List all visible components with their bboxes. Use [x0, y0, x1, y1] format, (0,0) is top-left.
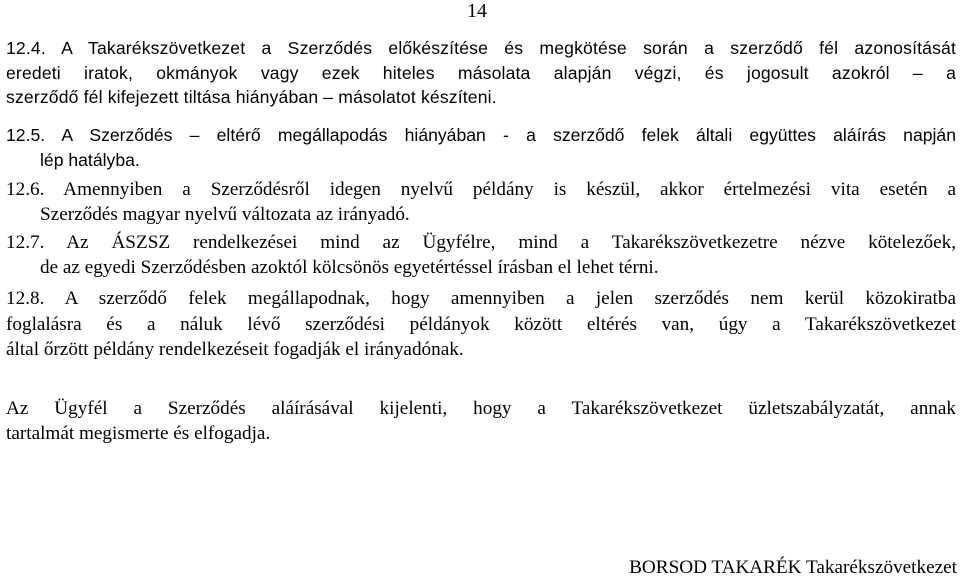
page-number: 14 — [467, 0, 487, 22]
clause-12-6 — [6, 178, 956, 227]
statement-line: tartalmát megismerte és elfogadja. — [6, 423, 271, 444]
clause-line: 12.5. A Szerződés – eltérő megállapodás hiányában - a szerződő felek általi együttes aláírás napján — [6, 125, 956, 145]
signature-block: BORSOD TAKARÉK Takarékszövetkezet — [629, 557, 957, 578]
clause-12-8 — [6, 286, 956, 363]
clause-line: foglalásra és a náluk lévő szerződési példányok között eltérés van, úgy a Takarékszövetkezet — [6, 313, 956, 335]
clause-line: 12.4. A Takarékszövetkezet a Szerződés előkészítése és megkötése során a szerződő fél azonosítását — [6, 38, 956, 58]
statement-line: Az Ügyfél a Szerződés aláírásával kijelenti, hogy a Takarékszövetkezet üzletszabályzatát, annak — [6, 398, 956, 419]
clause-line: Szerződés magyar nyelvű változata az irányadó. — [40, 203, 410, 225]
clause-line: 12.7. Az ÁSZSZ rendelkezései mind az Ügyfélre, mind a Takarékszövetkezetre nézve kötelezőek, — [6, 232, 956, 253]
clause-line: eredeti iratok, okmányok vagy ezek hiteles másolata alapján végzi, és jogosult azokról – a — [6, 62, 956, 83]
clause-12-5 — [6, 123, 956, 172]
clause-line: 12.8. A szerződő felek megállapodnak, hogy amennyiben a jelen szerződés nem kerül közokiratba — [6, 288, 956, 309]
clause-line: 12.6. Amennyiben a Szerződésről idegen nyelvű példány is készül, akkor értelmezési vita esetén a — [6, 179, 956, 200]
clause-line: lép hatályba. — [40, 149, 140, 170]
clause-12-7 — [6, 231, 956, 280]
clause-12-4 — [6, 36, 956, 110]
clause-line: szerződő fél kifejezett tiltása hiányában – másolatot készíteni. — [6, 87, 497, 107]
customer-statement — [6, 396, 956, 446]
clause-line: által őrzött példány rendelkezéseit fogadják el irányadónak. — [6, 339, 464, 360]
clause-line: de az egyedi Szerződésben azoktól kölcsönös egyetértéssel írásban el lehet térni. — [40, 256, 659, 278]
